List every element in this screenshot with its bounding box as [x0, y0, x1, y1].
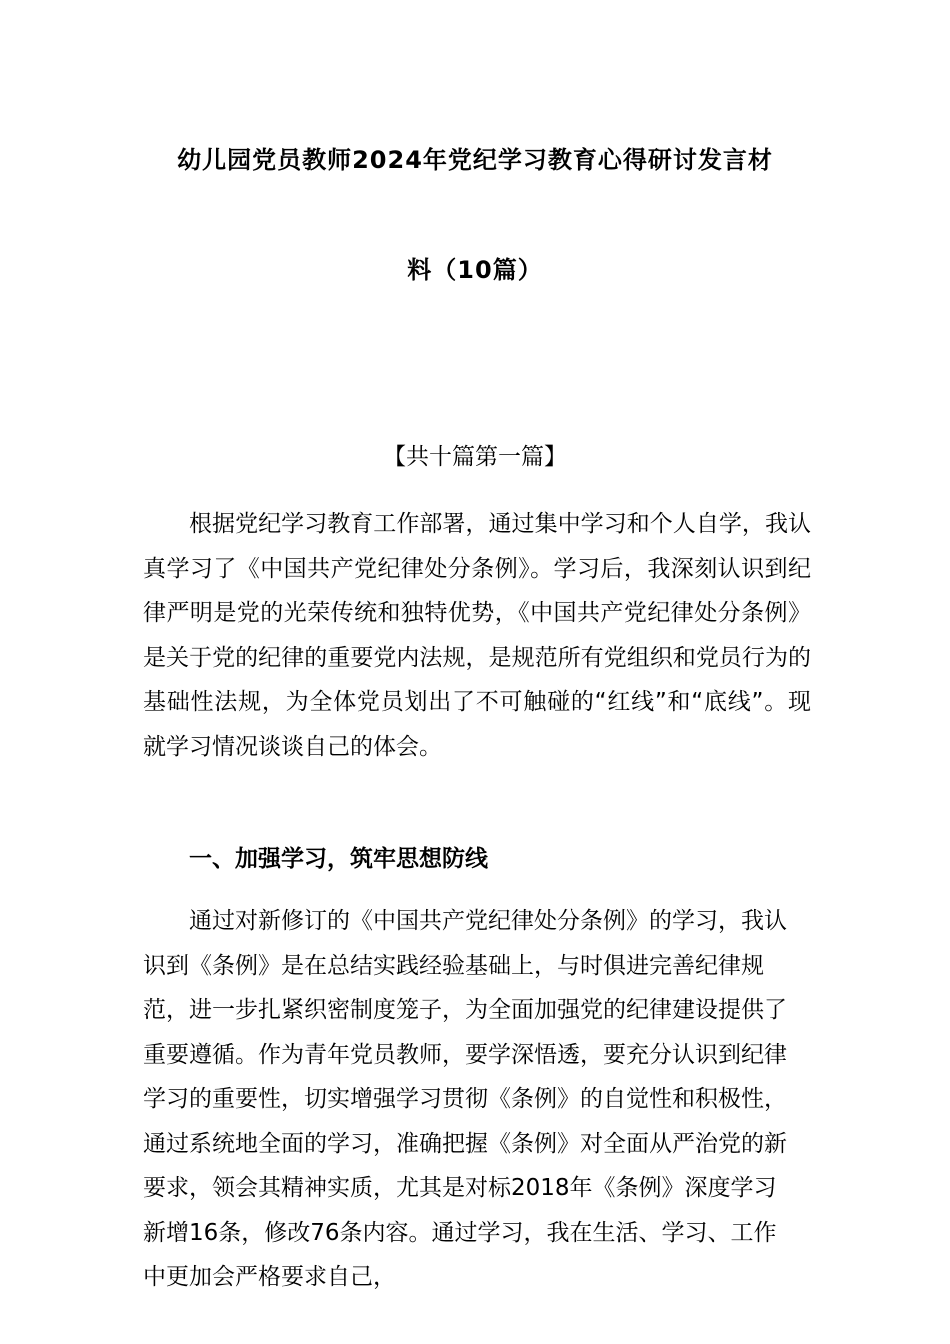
body-paragraph-1: 根据党纪学习教育工作部署，通过集中学习和个人自学，我认真学习了《中国共产党纪律处分条例》。学习后，我深刻认识到纪律严明是党的光荣传统和独特优势，《中国共产党纪律处分条例》是关于党的纪律的重要党内法规，是规范所有党组织和党员行为的基础性法规，为全体党员划出了不可触碰的“红线”和“底线”。现就学习情况谈谈自己的体会。: [143, 511, 811, 760]
section-heading-1: 一、加强学习，筑牢思想防线: [189, 846, 488, 872]
document-title-line-2: 料（10篇）: [407, 256, 543, 284]
part-label: 【共十篇第一篇】: [383, 444, 567, 470]
body-paragraph-2: 通过对新修订的《中国共产党纪律处分条例》的学习，我认识到《条例》是在总结实践经验基础上，与时俱进完善纪律规范，进一步扎紧织密制度笼子，为全面加强党的纪律建设提供了重要遵循。作为青年党员教师，要学深悟透，要充分认识到纪律学习的重要性，切实增强学习贯彻《条例》的自觉性和积极性，通过系统地全面的学习，准确把握《条例》对全面从严治党的新要求，领会其精神实质，尤其是对标2018年《条例》深度学习新增16条，修改76条内容。通过学习，我在生活、学习、工作中更加会严格要求自己，: [143, 908, 787, 1290]
document-title-line-1: 幼儿园党员教师2024年党纪学习教育心得研讨发言材: [177, 146, 773, 174]
